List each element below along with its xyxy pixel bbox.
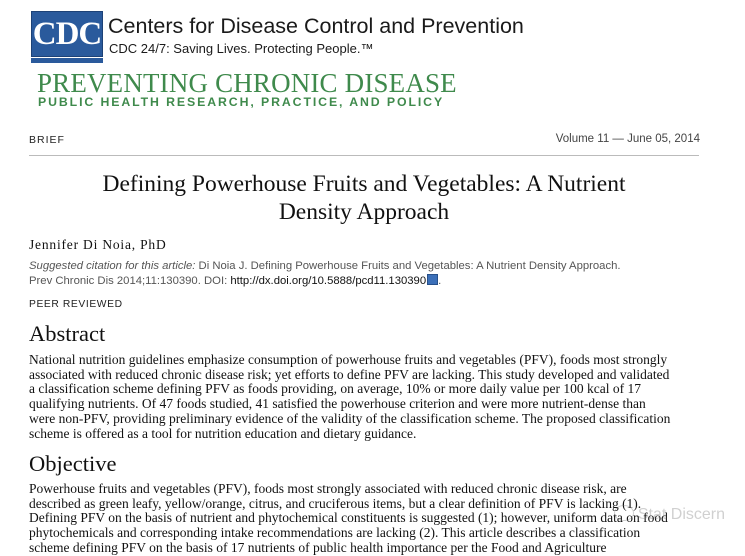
author-name[interactable]: Jennifer Di Noia, PhD [29,237,167,252]
article-title [29,170,699,226]
journal-subtitle: PUBLIC HEALTH RESEARCH, PRACTICE, AND POLICY [38,95,445,109]
logo-underline [31,58,103,63]
article-title-line-2: Density Approach [278,199,450,225]
cdc-logo[interactable] [31,11,103,57]
cdc-logo-text: CDC [32,16,102,52]
abstract-line: a classification scheme defining PFV as foods providing, on average, 10% or more daily value per 100 kcal of 17 [29,381,641,397]
abstract-paragraph [29,353,729,441]
abstract-line: scheme is offered as a tool for nutrition education and dietary guidance. [29,425,417,441]
objective-heading: Objective [29,451,117,476]
citation-end: . [438,275,442,287]
objective-line: Defining PFV on the basis of nutrient and phytochemical constituents is suggested (1); however, uniform data on food [29,510,668,526]
citation-text-2: Prev Chronic Dis 2014;11:130390. DOI: [29,275,231,287]
org-tagline: CDC 24/7: Saving Lives. Protecting People.™ [109,41,374,56]
abstract-heading: Abstract [29,321,106,346]
objective-line: described as green leafy, yellow/orange, citrus, and cruciferous items, but a clear definition of PFV is lacking (1). [29,495,642,511]
objective-line: phytochemicals and corresponding intake recommendations are lacking (2). This article describes a classification [29,525,641,541]
abstract-line: associated with reduced chronic disease risk; yet efforts to define PFV are lacking. This study developed and validated [29,366,670,382]
watermark [614,505,725,524]
journal-title[interactable]: PREVENTING CHRONIC DISEASE [37,67,457,98]
suggested-citation [29,259,709,289]
citation-label: Suggested citation for this article: [29,260,196,272]
wechat-icon [614,505,634,521]
abstract-line: National nutrition guidelines emphasize consumption of powerhouse fruits and vegetables (PFV), foods most strongly [29,352,668,367]
org-name[interactable]: Centers for Disease Control and Prevention [108,14,524,38]
abstract-line: qualifying nutrients. Of 47 foods studied, 41 satisfied the powerhouse criterion and were more nutrient-dense than [29,396,646,412]
article-type-label: BRIEF [29,134,65,146]
watermark-text: Stat Discern [637,506,725,523]
external-link-icon[interactable] [427,274,438,285]
objective-line: Powerhouse fruits and vegetables (PFV), foods most strongly associated with reduced chronic disease risk, are [29,481,627,496]
peer-reviewed-label: PEER REVIEWED [29,299,123,310]
abstract-line: were non-PFV, providing preliminary evidence of the validity of the classification scheme. The proposed classification [29,410,671,426]
article-title-line-1: Defining Powerhouse Fruits and Vegetables: A Nutrient [102,171,626,197]
volume-date: Volume 11 — June 05, 2014 [555,133,700,145]
objective-line: scheme defining PFV on the basis of 17 nutrients of public health importance per the Food and Agriculture [29,539,607,555]
citation-text-1: Di Noia J. Defining Powerhouse Fruits and Vegetables: A Nutrient Density Approach. [195,260,621,272]
doi-link[interactable]: http://dx.doi.org/10.5888/pcd11.130390 [230,275,427,287]
header-divider [29,155,699,156]
